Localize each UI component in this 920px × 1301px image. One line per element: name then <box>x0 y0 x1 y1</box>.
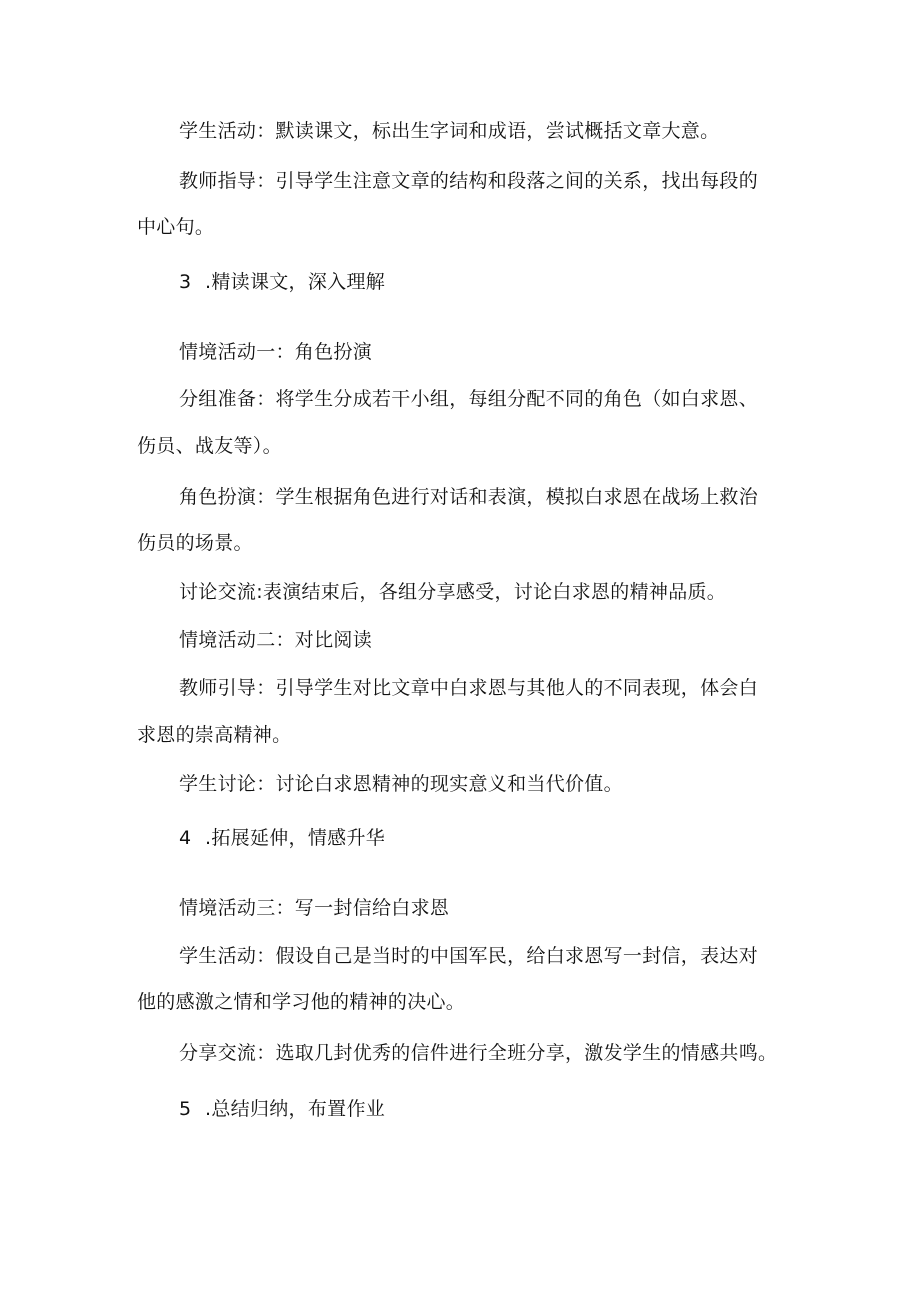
paragraph-teacher-guidance-cont: 中心句。 <box>137 216 215 238</box>
paragraph-student-activity-1: 学生活动：默读课文，标出生字词和成语，尝试概括文章大意。 <box>179 120 720 142</box>
paragraph-discussion-exchange: 讨论交流:表演结束后，各组分享感受，讨论白求恩的精神品质。 <box>179 581 727 603</box>
section-heading-4 <box>179 823 385 853</box>
section-number: 5 <box>179 1098 192 1120</box>
paragraph-scenario-activity-3: 情境活动三：写一封信给白求恩 <box>179 897 450 919</box>
paragraph-student-activity-2-cont: 他的感激之情和学习他的精神的决心。 <box>137 991 466 1013</box>
section-heading-5 <box>179 1094 385 1124</box>
paragraph-teacher-lead: 教师引导：引导学生对比文章中白求恩与其他人的不同表现，体会白 <box>179 677 759 699</box>
paragraph-group-preparation-cont: 伤员、战友等）。 <box>137 435 282 457</box>
paragraph-scenario-activity-1: 情境活动一：角色扮演 <box>179 341 373 363</box>
section-heading-3 <box>179 267 385 297</box>
paragraph-role-play-cont: 伤员的场景。 <box>137 532 253 554</box>
section-title: .精读课文，深入理解 <box>205 271 386 293</box>
paragraph-role-play: 角色扮演：学生根据角色进行对话和表演，模拟白求恩在战场上救治 <box>179 486 759 508</box>
section-title: .拓展延伸，情感升华 <box>205 827 386 849</box>
section-number: 4 <box>179 827 192 849</box>
paragraph-share-exchange: 分享交流：选取几封优秀的信件进行全班分享，激发学生的情感共鸣。 <box>179 1042 778 1064</box>
paragraph-scenario-activity-2: 情境活动二：对比阅读 <box>179 629 373 651</box>
section-title: .总结归纳，布置作业 <box>205 1098 386 1120</box>
paragraph-student-discussion: 学生讨论：讨论白求恩精神的现实意义和当代价值。 <box>179 773 623 795</box>
paragraph-student-activity-2: 学生活动：假设自己是当时的中国军民，给白求恩写一封信，表达对 <box>179 945 759 967</box>
section-number: 3 <box>179 271 192 293</box>
paragraph-teacher-guidance: 教师指导：引导学生注意文章的结构和段落之间的关系，找出每段的 <box>179 170 759 192</box>
paragraph-teacher-lead-cont: 求恩的崇高精神。 <box>137 724 292 746</box>
paragraph-group-preparation: 分组准备：将学生分成若干小组，每组分配不同的角色（如白求恩、 <box>179 388 759 410</box>
